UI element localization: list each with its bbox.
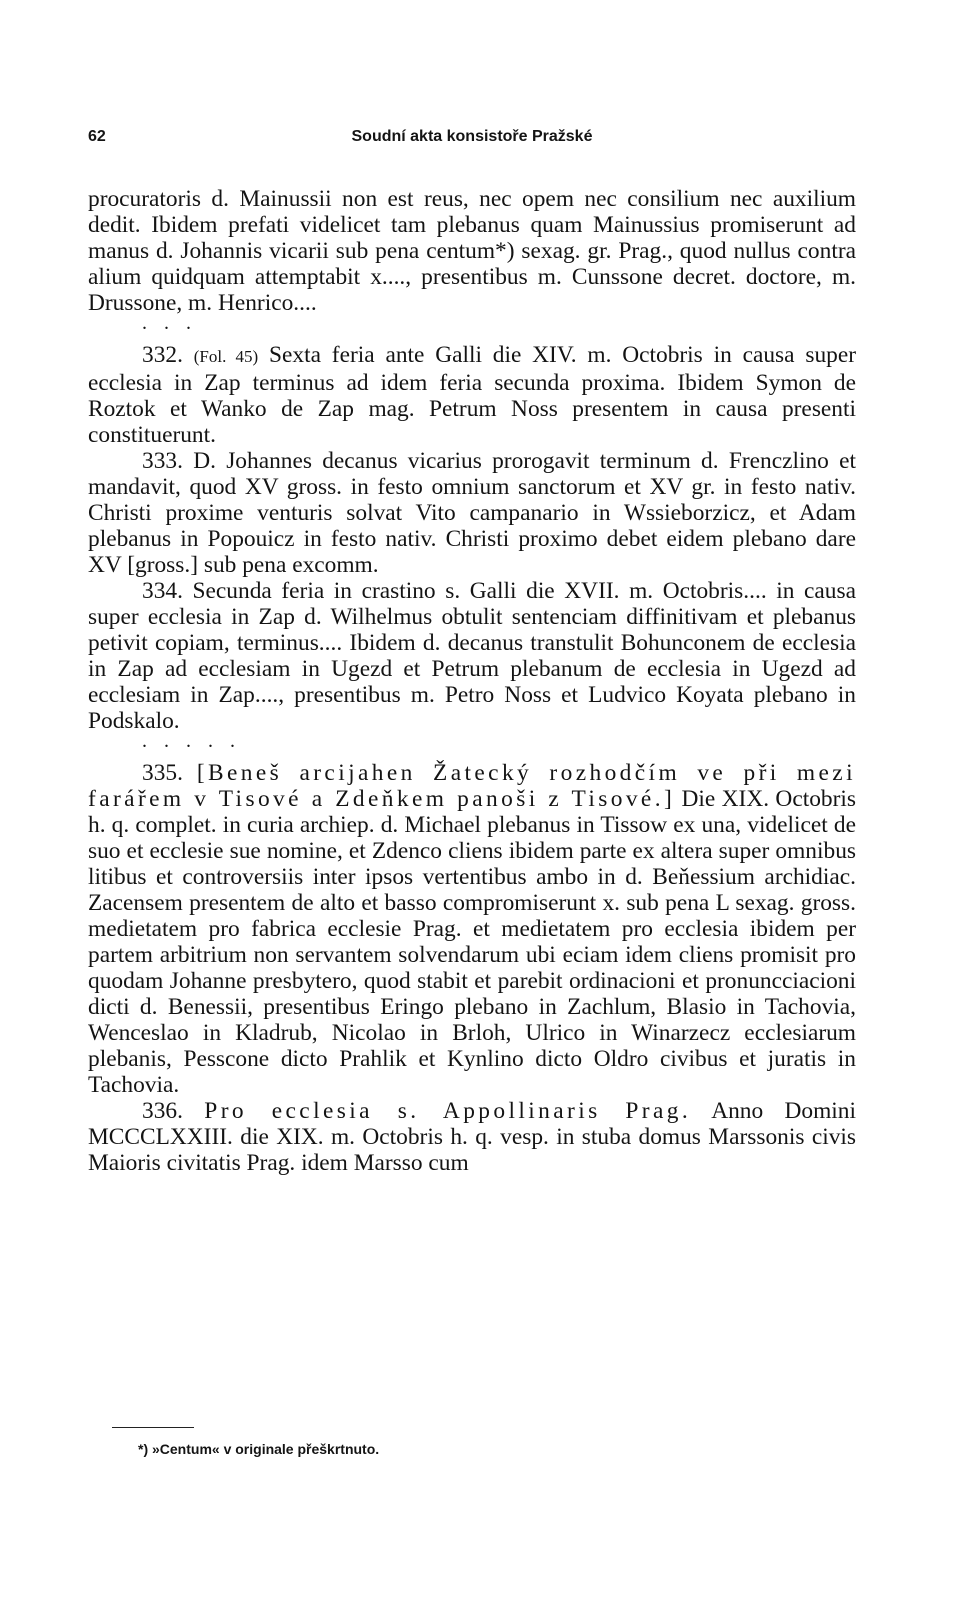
footnote-divider bbox=[112, 1427, 194, 1428]
entry-heading-spaced: [Beneš arcijahen Žatecký rozhodčím ve při mezi farářem v Tisové a Zdeňkem panoši z Tisové.] bbox=[88, 760, 856, 812]
entry-333 bbox=[88, 448, 856, 578]
paragraph-text: procuratoris d. Mainussii non est reus, nec opem nec consilium nec auxilium dedit. Ibidem prefati videlicet tam plebanus quam Mainussius promiserunt ad manus d. Johannis vicarii sub pena centum*) sexag. gr. Prag., quod nullus contra alium quidquam attemptabit x...., presentibus m. Cunssone decret. doctore, m. Drussone, m. Henrico.... bbox=[88, 186, 856, 316]
entry-number: 336. bbox=[142, 1098, 183, 1124]
entry-number: 332. bbox=[142, 342, 183, 368]
page-number: 62 bbox=[88, 128, 106, 145]
page-header bbox=[88, 128, 856, 154]
entry-336 bbox=[88, 1098, 856, 1176]
entry-332 bbox=[88, 342, 856, 448]
entry-text: Anno Domini MCCCLXXIII. die XIX. m. Octobris h. q. vesp. in stuba domus Marssonis civis Maioris civitatis Prag. idem Marsso cum bbox=[88, 1098, 856, 1176]
entry-text: Die XIX. Octobris h. q. complet. in curia archiep. d. Michael plebanus in Tissow ex una, videlicet de suo et ecclesie sue nomine, et Zdenco cliens ibidem parte ex altera super omnibus litibus et controversiis inter ipsos vertentibus ambo in d. Beňessium archidiac. Zacensem presentem de alto et basso compromiserunt x. sub pena L sexag. gross. medietatem pro fabrica ecclesie Prag. et medietatem pro ecclesia ibidem per partem arbitrium non servantem solvendarum ubi eciam idem cliens promisit pro quodam Johanne presbytero, quod stabit et parebit ordinacioni et pronuncciacioni dicti d. Benessii, presentibus Eringo plebano in Zachlum, Blasio in Tachovia, Wenceslao in Kladrub, Nicolao in Brloh, Ulrico in Winarzecz ecclesiarum plebanis, Pesscone dicto Prahlik et Kynlino dicto Oldro civibus et juratis in Tachovia. bbox=[88, 786, 856, 1098]
main-text bbox=[88, 186, 856, 1176]
entry-number: 333. bbox=[142, 448, 183, 474]
entry-heading-spaced: Pro ecclesia s. Appollinaris Prag. bbox=[204, 1098, 692, 1124]
omission-marks: . . . . . bbox=[142, 730, 241, 752]
entry-text: Sexta feria ante Galli die XIV. m. Octobris in causa super ecclesia in Zap terminus ad idem feria secunda proxima. Ibidem Symon de Roztok et Wanko de Zap mag. Petrum Noss presentem in causa presenti constituerunt. bbox=[88, 342, 857, 448]
entry-text: Secunda feria in crastino s. Galli die XVII. m. Octobris.... in causa super ecclesia in Zap d. Wilhelmus obtulit sentenciam diffinitivam et plebanus petivit copiam, terminus.... Ibidem d. decanus transtulit Bohunconem de ecclesia in Zap ad ecclesiam in Ugezd et Petrum plebanum de ecclesia in Ugezd ad ecclesiam in Zap...., presentibus m. Petro Noss et Ludvico Koyata plebano in Podskalo. bbox=[88, 578, 856, 734]
footnote: *) »Centum« v originale přeškrtnuto. bbox=[138, 1441, 380, 1457]
entry-text: D. Johannes decanus vicarius prorogavit terminum d. Frenczlino et mandavit, quod XV gross. in festo omnium sanctorum et XV gr. in festo nativ. Christi proxime venturis solvat Vito campanario in Wssieborzicz, et Adam plebanus in Popouicz in festo nativ. Christi proximo debet eidem plebano dare XV [gross.] sub pena excomm. bbox=[88, 448, 856, 578]
entry-number: 335. bbox=[142, 760, 183, 786]
omission-marks: . . . bbox=[142, 312, 197, 334]
paragraph-continuation bbox=[88, 186, 856, 316]
document-page bbox=[88, 128, 856, 1176]
entry-335 bbox=[88, 760, 856, 1098]
entry-number: 334. bbox=[142, 578, 183, 604]
folio-reference: (Fol. 45) bbox=[193, 347, 259, 366]
running-title: Soudní akta konsistoře Pražské bbox=[351, 128, 593, 145]
entry-334 bbox=[88, 578, 856, 734]
